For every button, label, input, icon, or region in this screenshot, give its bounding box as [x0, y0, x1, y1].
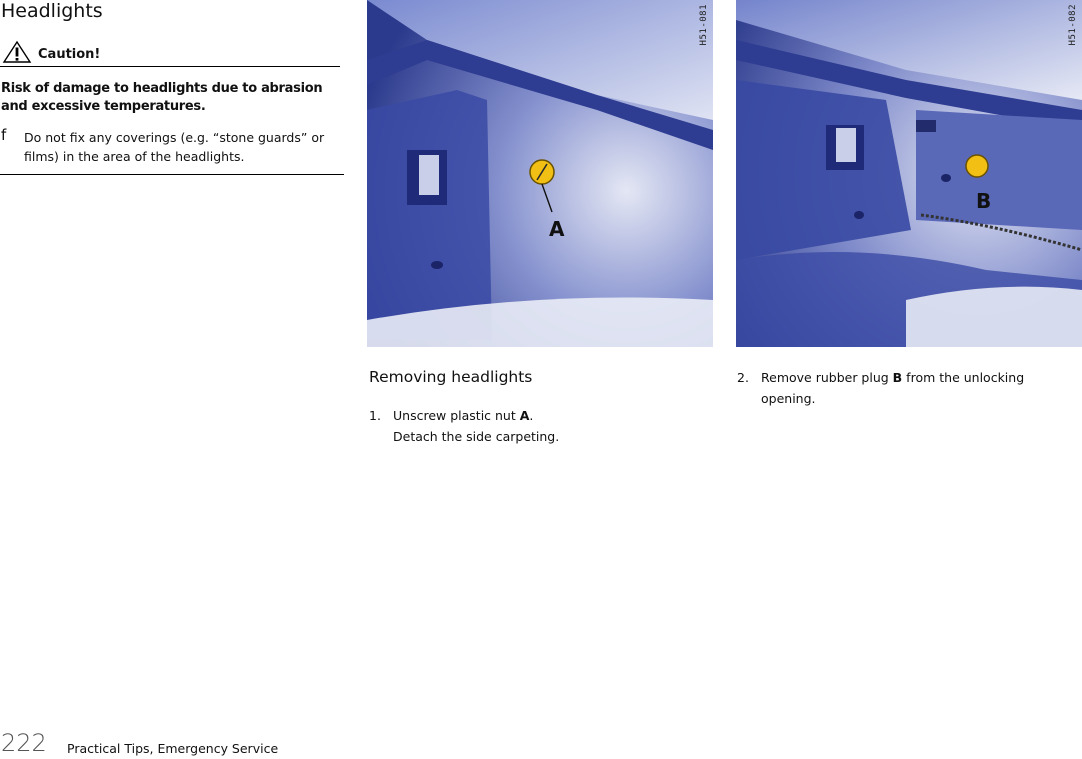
caution-end-rule: [0, 174, 344, 175]
section-title: Headlights: [1, 0, 103, 22]
caution-header: [0, 40, 340, 67]
callout-b: B: [976, 189, 992, 213]
caution-label: Caution!: [38, 47, 101, 62]
step-number: 2.: [737, 370, 749, 385]
figure-code-b: H51-082: [1068, 4, 1078, 46]
step-text-line2: Detach the side carpeting.: [393, 429, 560, 444]
bullet-marker: f: [1, 126, 7, 144]
step-body: [393, 405, 559, 447]
step-text: Unscrew plastic nut: [393, 408, 520, 423]
figure-headlight-nut-a: [367, 0, 713, 347]
step-text-line2: opening.: [761, 391, 816, 406]
step-body: [761, 367, 1024, 409]
footer-section-title: Practical Tips, Emergency Service: [67, 741, 279, 756]
procedure-title: Removing headlights: [369, 368, 533, 386]
step-text-end: .: [529, 408, 534, 423]
step-callout-ref: B: [892, 370, 903, 385]
warning-triangle-icon: [2, 40, 32, 64]
step-text-end: from the unlocking: [902, 370, 1025, 385]
callout-a: A: [549, 217, 565, 241]
caution-bullet-text: Do not fix any coverings (e.g. “stone guards” or films) in the area of the headlights.: [24, 130, 325, 164]
caution-lead-text: Risk of damage to headlights due to abrasion and excessive temperatures.: [1, 81, 323, 114]
step-text: Remove rubber plug: [761, 370, 893, 385]
photo-illustration-a: [367, 0, 713, 347]
figure-code-a: H51-081: [699, 4, 709, 46]
figure-rubber-plug-b: [736, 0, 1082, 347]
step-number: 1.: [369, 408, 381, 423]
step-callout-ref: A: [519, 408, 530, 423]
photo-illustration-b: [736, 0, 1082, 347]
page-number: 222: [1, 729, 47, 757]
